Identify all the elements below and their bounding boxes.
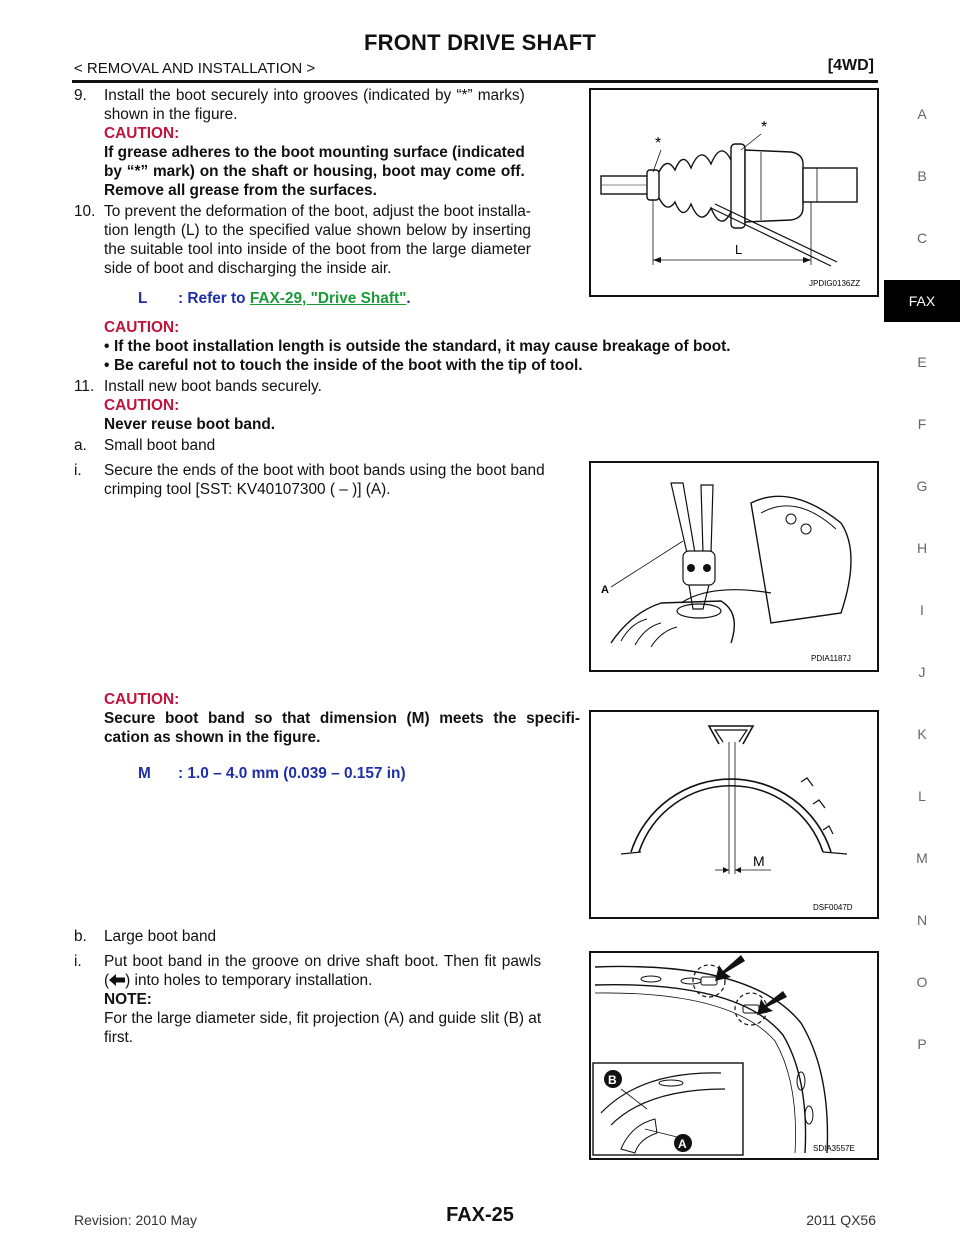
index-letter-f[interactable]: F	[917, 416, 927, 432]
caution-bullet-text: Be careful not to touch the inside of the boot with the tip of tool.	[114, 357, 583, 374]
variant-label: [4WD]	[827, 57, 874, 74]
figure-boot-length	[589, 88, 879, 297]
step-a-i-caution	[104, 690, 580, 747]
step-b	[74, 927, 580, 946]
step-text: side of boot and discharging the inside air.	[104, 260, 392, 277]
step-b-i	[74, 952, 580, 1047]
index-letter-n[interactable]: N	[916, 912, 928, 928]
crimping-tool-diagram	[591, 463, 877, 670]
caution-bullet: • If the boot installation length is outside the standard, it may cause breakage of boot.	[104, 338, 731, 355]
index-letter-h[interactable]: H	[916, 540, 928, 556]
revision-label: Revision: 2010 May	[74, 1212, 197, 1228]
boot-length-diagram	[591, 90, 877, 295]
note-label: NOTE:	[104, 991, 152, 1008]
step-number: i.	[74, 462, 82, 479]
step-text: Small boot band	[104, 437, 216, 454]
index-letter-e[interactable]: E	[917, 354, 927, 370]
dimension-m-label: M	[753, 853, 765, 869]
figure-code: SDIA3557E	[813, 1144, 855, 1153]
section-breadcrumb: < REMOVAL AND INSTALLATION >	[74, 60, 316, 77]
star-marker: *	[761, 119, 768, 136]
caution-label: CAUTION:	[104, 319, 180, 336]
caution-text: Secure boot band so that dimension (M) meets the specifi-	[104, 710, 580, 727]
spec-label: L	[138, 290, 148, 307]
step-text: Put boot band in the groove on drive shaft boot. Then fit pawls	[104, 953, 542, 970]
index-letter-g[interactable]: G	[916, 478, 928, 494]
step-text: Install new boot bands securely.	[104, 378, 322, 395]
header-rule	[72, 80, 878, 83]
page-number: FAX-25	[446, 1204, 514, 1226]
figure-crimping-tool	[589, 461, 879, 672]
spec-l	[138, 290, 411, 308]
step-number: a.	[74, 437, 87, 454]
caution-text: by “*” mark) on the shaft or housing, boot may come off.	[104, 163, 525, 180]
index-tab-fax-active[interactable]: FAX	[884, 280, 960, 322]
step-number: i.	[74, 953, 82, 970]
index-letter-k[interactable]: K	[917, 726, 927, 742]
caution-text: Remove all grease from the surfaces.	[104, 182, 377, 199]
index-letter-j[interactable]: J	[918, 664, 926, 680]
spec-text: : Refer to	[178, 290, 246, 307]
caution-label: CAUTION:	[104, 397, 180, 414]
note-text: first.	[104, 1029, 134, 1046]
step-number: 11.	[74, 378, 95, 395]
index-letter-a[interactable]: A	[917, 106, 927, 122]
step-text: the suitable tool into inside of the boot from the large diameter	[104, 241, 531, 258]
step-text: Secure the ends of the boot with boot bands using the boot band	[104, 462, 545, 479]
step-text: crimping tool [SST: KV40107300 ( – )] (A).	[104, 481, 391, 498]
label-b: B	[608, 1073, 617, 1087]
index-letter-b[interactable]: B	[917, 168, 927, 184]
figure-code: PDIA1187J	[811, 654, 851, 663]
step-10-caution	[104, 318, 804, 375]
spec-text: : 1.0 – 4.0 mm (0.039 – 0.157 in)	[178, 765, 406, 782]
step-text: Large boot band	[104, 928, 217, 945]
note-text: For the large diameter side, fit projection (A) and guide slit (B) at	[104, 1010, 542, 1027]
spec-link[interactable]: FAX-29, "Drive Shaft"	[249, 290, 407, 307]
label-a: A	[601, 584, 609, 596]
spec-m	[138, 765, 406, 783]
star-marker: *	[655, 135, 662, 152]
label-a: A	[678, 1137, 687, 1151]
paren-open: (	[104, 972, 110, 989]
figure-large-band	[589, 951, 879, 1160]
step-text	[104, 971, 541, 990]
step-a	[74, 436, 580, 455]
large-band-diagram	[591, 953, 877, 1158]
step-10	[74, 202, 580, 278]
step-11	[74, 377, 580, 434]
band-dimension-diagram	[591, 712, 877, 917]
arrow-left-icon	[109, 974, 125, 986]
index-letter-o[interactable]: O	[916, 974, 928, 990]
caution-text: If grease adheres to the boot mounting surface (indicated	[104, 144, 525, 161]
step-text: Install the boot securely into grooves (indicated by “*” marks)	[104, 87, 525, 104]
index-letter-l[interactable]: L	[918, 788, 926, 804]
index-letter-m[interactable]: M	[916, 850, 928, 866]
step-number: 10.	[74, 203, 96, 220]
figure-code: JPDIG0136ZZ	[809, 279, 861, 288]
step-9	[74, 86, 580, 200]
step-number: 9.	[74, 87, 87, 104]
caution-bullet: • Be careful not to touch the inside of the boot with the tip of tool.	[104, 357, 583, 374]
section-index	[884, 0, 960, 1242]
caution-label: CAUTION:	[104, 125, 180, 142]
index-letter-p[interactable]: P	[917, 1036, 927, 1052]
spec-end: .	[406, 290, 411, 307]
dimension-l-label: L	[735, 242, 743, 257]
figure-band-dimension	[589, 710, 879, 919]
caution-text: cation as shown in the figure.	[104, 729, 321, 746]
caution-label: CAUTION:	[104, 691, 180, 708]
figure-code: DSF0047D	[813, 903, 853, 912]
index-letter-c[interactable]: C	[916, 230, 928, 246]
step-text: tion length (L) to the specified value shown below by inserting	[104, 222, 531, 239]
model-label: 2011 QX56	[806, 1212, 876, 1228]
step-text-tail: ) into holes to temporary installation.	[125, 972, 373, 989]
page-title: FRONT DRIVE SHAFT	[364, 30, 596, 55]
step-a-i	[74, 461, 580, 499]
step-text: shown in the figure.	[104, 106, 238, 123]
caution-text: Never reuse boot band.	[104, 416, 276, 433]
spec-label: M	[138, 765, 151, 782]
step-number: b.	[74, 928, 87, 945]
caution-bullet-text: If the boot installation length is outside the standard, it may cause breakage of boot.	[114, 338, 731, 355]
index-letter-i[interactable]: I	[920, 602, 924, 618]
step-text: To prevent the deformation of the boot, adjust the boot installa-	[104, 203, 531, 220]
